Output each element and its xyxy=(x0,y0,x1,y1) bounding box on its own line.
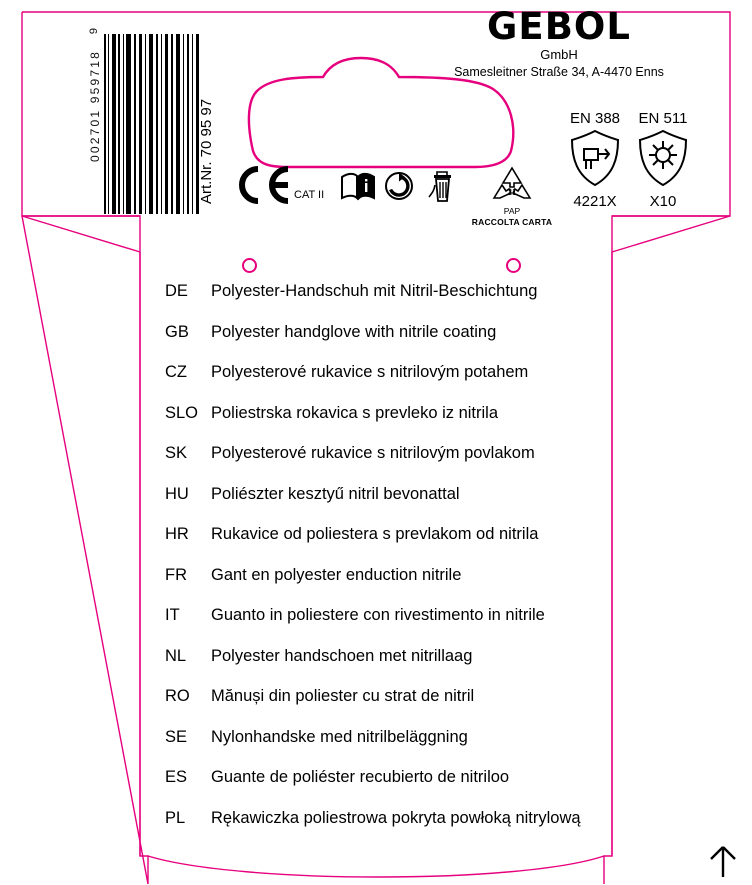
barcode-bars xyxy=(104,34,200,214)
list-item xyxy=(165,404,685,445)
language-text: Poliészter kesztyű nitril bevonattal xyxy=(211,484,460,503)
standard-code: 4221X xyxy=(573,193,617,210)
language-code: RO xyxy=(165,687,190,705)
language-text: Rukavice od poliestera s prevlakom od nitrila xyxy=(211,525,539,543)
language-text: Poliestrska rokavica s prevleko iz nitrila xyxy=(211,403,499,422)
language-code: NL xyxy=(165,646,187,665)
list-item xyxy=(165,728,685,769)
standard-code: X10 xyxy=(649,193,677,210)
barcode-block xyxy=(88,14,200,214)
language-text: Polyesterové rukavice s nitrilovým povlakom xyxy=(211,444,535,462)
cold-shield-icon xyxy=(637,129,689,187)
list-item xyxy=(165,282,685,323)
list-item xyxy=(165,566,685,607)
language-code: PL xyxy=(165,808,186,827)
language-list xyxy=(165,282,685,849)
language-text: Gant en polyester enduction nitrile xyxy=(211,565,462,584)
list-item xyxy=(165,323,685,364)
language-text: Nylonhandske med nitrilbeläggning xyxy=(211,727,468,746)
language-code: CZ xyxy=(165,363,187,381)
pictogram-row xyxy=(232,165,553,227)
ce-mark-icon xyxy=(232,163,292,207)
language-code: SLO xyxy=(165,403,199,422)
category-label: CAT II xyxy=(294,189,325,201)
instruction-manual-icon xyxy=(340,171,376,201)
list-item xyxy=(165,687,685,728)
language-text: Polyester handglove with nitrile coating xyxy=(211,322,497,341)
article-number: Art.Nr. 70 95 97 xyxy=(198,98,215,204)
waste-bin-icon xyxy=(428,171,456,203)
abrasion-shield-icon xyxy=(569,129,621,187)
standard-title: EN 511 xyxy=(638,110,688,127)
list-item xyxy=(165,363,685,404)
brand-name: GEBOL xyxy=(487,5,631,48)
language-code: ES xyxy=(165,768,188,786)
pap-code: 21 xyxy=(506,187,518,197)
language-text: Polyester handschoen met nitrillaag xyxy=(211,646,473,665)
language-code: IT xyxy=(165,606,180,624)
language-code: SE xyxy=(165,727,188,746)
up-arrow-icon xyxy=(704,845,742,879)
list-item xyxy=(165,485,685,526)
language-code: HR xyxy=(165,525,189,543)
hang-hole-right xyxy=(506,258,521,273)
language-text: Mănuși din poliester cu strat de nitril xyxy=(211,687,475,705)
language-code: FR xyxy=(165,565,187,584)
language-text: Rękawiczka poliestrowa pokryta powłoką nitrylową xyxy=(211,808,581,827)
standard-en-511 xyxy=(620,110,706,210)
language-text: Polyester-Handschuh mit Nitril-Beschichtung xyxy=(211,282,538,300)
list-item xyxy=(165,444,685,485)
pap-recycling-block xyxy=(464,165,560,227)
language-text: Polyesterové rukavice s nitrilovým potahem xyxy=(211,363,529,381)
list-item xyxy=(165,809,685,850)
pap-caption: RACCOLTA CARTA xyxy=(471,217,553,227)
barcode-first-digit: 9 xyxy=(88,28,100,35)
language-text: Guante de poliéster recubierto de nitriloo xyxy=(211,768,510,786)
hang-hole-left xyxy=(242,258,257,273)
brand-block xyxy=(394,5,724,79)
barcode-digits: 002701 959718 xyxy=(88,50,102,163)
list-item xyxy=(165,525,685,566)
pap-recycle-icon xyxy=(490,165,534,203)
language-code: DE xyxy=(165,282,188,300)
language-code: GB xyxy=(165,322,189,341)
circular-arrow-icon xyxy=(384,171,414,201)
list-item xyxy=(165,647,685,688)
list-item xyxy=(165,768,685,809)
language-code: SK xyxy=(165,444,188,462)
language-code: HU xyxy=(165,484,189,503)
standard-title: EN 388 xyxy=(569,110,621,127)
list-item xyxy=(165,606,685,647)
pap-label: PAP xyxy=(503,206,521,216)
brand-address: Samesleitner Straße 34, A-4470 Enns xyxy=(454,65,664,79)
brand-legal-form: GmbH xyxy=(540,47,578,62)
language-text: Guanto in poliestere con rivestimento in nitrile xyxy=(211,606,545,624)
